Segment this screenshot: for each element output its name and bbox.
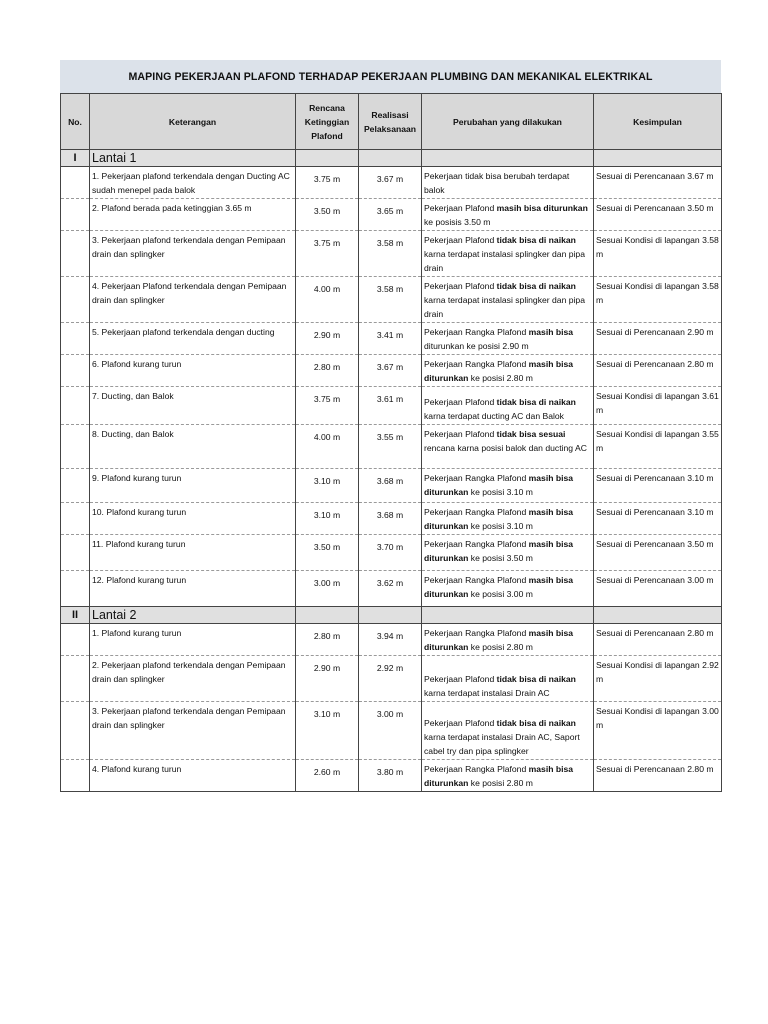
cell-no xyxy=(61,656,90,702)
perubahan-text: diturunkan ke posisi 2.90 m xyxy=(424,341,529,351)
cell-perubahan xyxy=(422,323,594,355)
table-body xyxy=(61,150,722,792)
cell-keterangan: 6. Plafond kurang turun xyxy=(90,355,296,387)
table-row xyxy=(61,425,722,469)
cell-kesimpulan: Sesuai Kondisi di lapangan 3.58 m xyxy=(594,277,722,323)
table-row xyxy=(61,199,722,231)
table-row xyxy=(61,624,722,656)
perubahan-text: Pekerjaan Rangka Plafond xyxy=(424,473,529,483)
perubahan-text: Pekerjaan Plafond xyxy=(424,674,497,684)
cell-no xyxy=(61,702,90,760)
cell-kesimpulan: Sesuai di Perencanaan 3.50 m xyxy=(594,535,722,571)
section-row xyxy=(61,607,722,624)
header-rencana: Rencana Ketinggian Plafond xyxy=(296,94,359,150)
perubahan-emphasis: tidak bisa di naikan xyxy=(496,281,576,291)
cell-no xyxy=(61,199,90,231)
section-empty-cell xyxy=(296,150,359,167)
cell-perubahan xyxy=(422,702,594,760)
perubahan-text: ke posisi 2.80 m xyxy=(468,373,533,383)
table-row xyxy=(61,535,722,571)
cell-no xyxy=(61,535,90,571)
cell-no xyxy=(61,387,90,425)
cell-perubahan xyxy=(422,355,594,387)
cell-keterangan: 11. Plafond kurang turun xyxy=(90,535,296,571)
cell-perubahan xyxy=(422,503,594,535)
cell-realisasi: 3.58 m xyxy=(359,277,422,323)
perubahan-text: Pekerjaan Rangka Plafond xyxy=(424,628,529,638)
section-empty-cell xyxy=(296,607,359,624)
perubahan-text: Pekerjaan Rangka Plafond xyxy=(424,539,529,549)
cell-kesimpulan: Sesuai di Perencanaan 2.90 m xyxy=(594,323,722,355)
spreadsheet-page xyxy=(60,60,721,792)
cell-kesimpulan: Sesuai di Perencanaan 3.50 m xyxy=(594,199,722,231)
perubahan-emphasis: masih bisa diturunkan xyxy=(424,575,574,599)
cell-no xyxy=(61,760,90,792)
cell-kesimpulan: Sesuai di Perencanaan 3.10 m xyxy=(594,469,722,503)
header-kesimpulan: Kesimpulan xyxy=(594,94,722,150)
cell-keterangan: 4. Plafond kurang turun xyxy=(90,760,296,792)
cell-perubahan xyxy=(422,277,594,323)
cell-keterangan: 10. Plafond kurang turun xyxy=(90,503,296,535)
table-row xyxy=(61,760,722,792)
cell-no xyxy=(61,323,90,355)
perubahan-text: Pekerjaan Plafond xyxy=(424,203,497,213)
cell-realisasi: 3.61 m xyxy=(359,387,422,425)
perubahan-text: ke posisi 3.50 m xyxy=(468,553,533,563)
table-title xyxy=(60,60,721,93)
perubahan-text: Pekerjaan Rangka Plafond xyxy=(424,575,529,585)
perubahan-text: karna terdapat instalasi splingker dan pipa drain xyxy=(424,295,585,319)
section-empty-cell xyxy=(422,150,594,167)
cell-no xyxy=(61,167,90,199)
cell-realisasi: 3.68 m xyxy=(359,469,422,503)
table-row xyxy=(61,167,722,199)
cell-keterangan: 1. Pekerjaan plafond terkendala dengan Ducting AC sudah menepel pada balok xyxy=(90,167,296,199)
cell-perubahan xyxy=(422,231,594,277)
perubahan-text: ke posisi 3.10 m xyxy=(468,487,533,497)
cell-perubahan xyxy=(422,167,594,199)
cell-kesimpulan: Sesuai di Perencanaan 3.00 m xyxy=(594,571,722,607)
table-row xyxy=(61,277,722,323)
table-row xyxy=(61,469,722,503)
section-empty-cell xyxy=(359,607,422,624)
perubahan-emphasis: tidak bisa sesuai xyxy=(496,429,566,439)
section-empty-cell xyxy=(422,607,594,624)
cell-no xyxy=(61,503,90,535)
cell-realisasi: 3.67 m xyxy=(359,355,422,387)
perubahan-text: Pekerjaan Plafond xyxy=(424,281,497,291)
perubahan-text: karna terdapat ducting AC dan Balok xyxy=(424,411,564,421)
cell-rencana: 3.75 m xyxy=(296,167,359,199)
cell-rencana: 4.00 m xyxy=(296,277,359,323)
perubahan-text: Pekerjaan Plafond xyxy=(424,718,497,728)
cell-kesimpulan: Sesuai di Perencanaan 3.10 m xyxy=(594,503,722,535)
table-row xyxy=(61,656,722,702)
cell-kesimpulan: Sesuai di Perencanaan 2.80 m xyxy=(594,355,722,387)
cell-kesimpulan: Sesuai di Perencanaan 2.80 m xyxy=(594,624,722,656)
cell-realisasi: 2.92 m xyxy=(359,656,422,702)
perubahan-text: ke posisi 2.80 m xyxy=(468,778,533,788)
cell-realisasi: 3.68 m xyxy=(359,503,422,535)
section-empty-cell xyxy=(594,150,722,167)
cell-realisasi: 3.80 m xyxy=(359,760,422,792)
cell-realisasi: 3.62 m xyxy=(359,571,422,607)
perubahan-emphasis: masih bisa diturunkan xyxy=(424,507,574,531)
cell-no xyxy=(61,355,90,387)
perubahan-text: Pekerjaan Plafond xyxy=(424,235,497,245)
cell-perubahan xyxy=(422,199,594,231)
perubahan-text: karna terdapat instalasi Drain AC, Saport cabel try dan pipa splingker xyxy=(424,732,580,756)
cell-rencana: 2.90 m xyxy=(296,323,359,355)
perubahan-text: rencana karna posisi balok dan ducting AC xyxy=(424,443,587,453)
table-row xyxy=(61,387,722,425)
table-row xyxy=(61,503,722,535)
cell-no xyxy=(61,277,90,323)
perubahan-text: ke posisi 2.80 m xyxy=(468,642,533,652)
perubahan-text: ke posisi 3.00 m xyxy=(468,589,533,599)
perubahan-text: Pekerjaan Plafond xyxy=(424,429,497,439)
cell-realisasi: 3.00 m xyxy=(359,702,422,760)
cell-perubahan xyxy=(422,387,594,425)
perubahan-text: karna terdapat instalasi splingker dan pipa drain xyxy=(424,249,585,273)
cell-rencana: 4.00 m xyxy=(296,425,359,469)
cell-no xyxy=(61,425,90,469)
cell-keterangan: 3. Pekerjaan plafond terkendala dengan Pemipaan drain dan splingker xyxy=(90,231,296,277)
header-keterangan: Keterangan xyxy=(90,94,296,150)
cell-kesimpulan: Sesuai Kondisi di lapangan 2.92 m xyxy=(594,656,722,702)
section-row xyxy=(61,150,722,167)
cell-rencana: 3.50 m xyxy=(296,199,359,231)
cell-rencana: 3.75 m xyxy=(296,231,359,277)
perubahan-emphasis: masih bisa xyxy=(528,327,574,337)
cell-rencana: 2.80 m xyxy=(296,355,359,387)
header-no: No. xyxy=(61,94,90,150)
perubahan-text: Pekerjaan Rangka Plafond xyxy=(424,764,529,774)
table-title-text: MAPING PEKERJAAN PLAFOND TERHADAP PEKERJAAN PLUMBING DAN MEKANIKAL ELEKTRIKAL xyxy=(128,70,653,83)
perubahan-emphasis: masih bisa diturunkan xyxy=(424,539,574,563)
cell-keterangan: 2. Plafond berada pada ketinggian 3.65 m xyxy=(90,199,296,231)
cell-perubahan xyxy=(422,469,594,503)
cell-kesimpulan: Sesuai Kondisi di lapangan 3.61 m xyxy=(594,387,722,425)
cell-rencana: 3.50 m xyxy=(296,535,359,571)
cell-keterangan: 12. Plafond kurang turun xyxy=(90,571,296,607)
perubahan-text: ke posisi 3.10 m xyxy=(468,521,533,531)
cell-keterangan: 2. Pekerjaan plafond terkendala dengan Pemipaan drain dan splingker xyxy=(90,656,296,702)
table-row xyxy=(61,323,722,355)
perubahan-text: ke posisis 3.50 m xyxy=(424,217,491,227)
table-row xyxy=(61,702,722,760)
cell-kesimpulan: Sesuai Kondisi di lapangan 3.58 m xyxy=(594,231,722,277)
cell-perubahan xyxy=(422,425,594,469)
perubahan-text: Pekerjaan Plafond xyxy=(424,397,497,407)
cell-keterangan: 5. Pekerjaan plafond terkendala dengan ducting xyxy=(90,323,296,355)
cell-no xyxy=(61,624,90,656)
cell-kesimpulan: Sesuai Kondisi di lapangan 3.00 m xyxy=(594,702,722,760)
cell-rencana: 3.75 m xyxy=(296,387,359,425)
cell-rencana: 2.80 m xyxy=(296,624,359,656)
perubahan-emphasis: tidak bisa di naikan xyxy=(496,397,576,407)
cell-perubahan xyxy=(422,535,594,571)
perubahan-text: Pekerjaan Rangka Plafond xyxy=(424,359,529,369)
cell-realisasi: 3.94 m xyxy=(359,624,422,656)
perubahan-emphasis: tidak bisa di naikan xyxy=(496,718,576,728)
perubahan-emphasis: masih bisa diturunkan xyxy=(424,764,574,788)
cell-keterangan: 4. Pekerjaan Plafond terkendala dengan Pemipaan drain dan splingker xyxy=(90,277,296,323)
cell-kesimpulan: Sesuai di Perencanaan 3.67 m xyxy=(594,167,722,199)
cell-kesimpulan: Sesuai di Perencanaan 2.80 m xyxy=(594,760,722,792)
perubahan-text: Pekerjaan Rangka Plafond xyxy=(424,507,529,517)
cell-no xyxy=(61,469,90,503)
cell-rencana: 3.10 m xyxy=(296,702,359,760)
perubahan-emphasis: masih bisa diturunkan xyxy=(424,359,574,383)
cell-kesimpulan: Sesuai Kondisi di lapangan 3.55 m xyxy=(594,425,722,469)
cell-realisasi: 3.41 m xyxy=(359,323,422,355)
perubahan-text: Pekerjaan tidak bisa berubah terdapat balok xyxy=(424,171,570,195)
cell-keterangan: 9. Plafond kurang turun xyxy=(90,469,296,503)
perubahan-emphasis: tidak bisa di naikan xyxy=(496,674,576,684)
cell-perubahan xyxy=(422,624,594,656)
cell-realisasi: 3.58 m xyxy=(359,231,422,277)
table-row xyxy=(61,231,722,277)
cell-rencana: 3.10 m xyxy=(296,469,359,503)
section-empty-cell xyxy=(594,607,722,624)
section-title: Lantai 2 xyxy=(90,607,296,624)
header-row xyxy=(61,94,722,150)
cell-rencana: 2.60 m xyxy=(296,760,359,792)
cell-rencana: 3.00 m xyxy=(296,571,359,607)
mapping-table xyxy=(60,93,722,792)
table-row xyxy=(61,571,722,607)
perubahan-emphasis: masih bisa diturunkan xyxy=(496,203,588,213)
cell-realisasi: 3.67 m xyxy=(359,167,422,199)
section-empty-cell xyxy=(359,150,422,167)
section-number: I xyxy=(61,150,90,167)
cell-realisasi: 3.70 m xyxy=(359,535,422,571)
cell-realisasi: 3.55 m xyxy=(359,425,422,469)
cell-no xyxy=(61,231,90,277)
perubahan-emphasis: masih bisa diturunkan xyxy=(424,473,574,497)
perubahan-text: Pekerjaan Rangka Plafond xyxy=(424,327,529,337)
cell-no xyxy=(61,571,90,607)
section-number: II xyxy=(61,607,90,624)
header-realisasi: Realisasi Pelaksanaan xyxy=(359,94,422,150)
section-title: Lantai 1 xyxy=(90,150,296,167)
cell-keterangan: 8. Ducting, dan Balok xyxy=(90,425,296,469)
cell-rencana: 3.10 m xyxy=(296,503,359,535)
cell-perubahan xyxy=(422,656,594,702)
table-row xyxy=(61,355,722,387)
cell-perubahan xyxy=(422,571,594,607)
perubahan-emphasis: tidak bisa di naikan xyxy=(496,235,576,245)
cell-perubahan xyxy=(422,760,594,792)
cell-keterangan: 3. Pekerjaan plafond terkendala dengan Pemipaan drain dan splingker xyxy=(90,702,296,760)
cell-keterangan: 1. Plafond kurang turun xyxy=(90,624,296,656)
cell-realisasi: 3.65 m xyxy=(359,199,422,231)
cell-keterangan: 7. Ducting, dan Balok xyxy=(90,387,296,425)
perubahan-emphasis: masih bisa diturunkan xyxy=(424,628,574,652)
perubahan-text: karna terdapat instalasi Drain AC xyxy=(424,688,550,698)
cell-rencana: 2.90 m xyxy=(296,656,359,702)
header-perubahan: Perubahan yang dilakukan xyxy=(422,94,594,150)
